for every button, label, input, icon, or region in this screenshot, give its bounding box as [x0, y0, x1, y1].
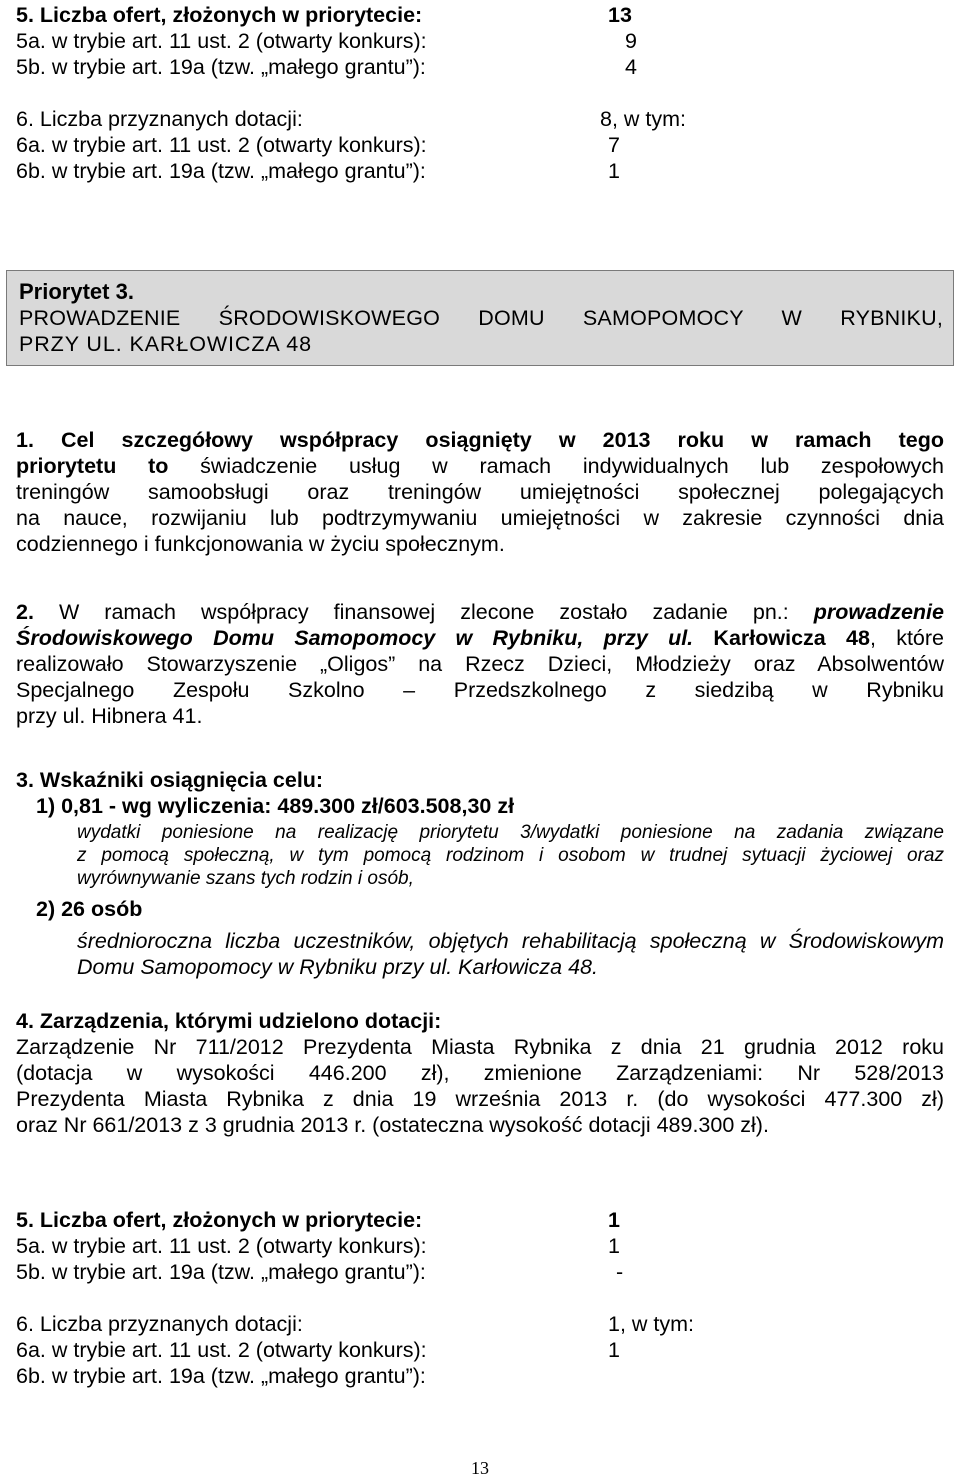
- offers-5a-label: 5a. w trybie art. 11 ust. 2 (otwarty konkurs):: [16, 29, 427, 53]
- priority-title: Priorytet 3.: [19, 279, 134, 304]
- grants-row: [16, 106, 944, 132]
- ordinances-section: [16, 1008, 944, 1138]
- goal-paragraph: [16, 427, 944, 557]
- offers-5a-label: 5a. w trybie art. 11 ust. 2 (otwarty konkurs):: [16, 1234, 427, 1258]
- grants-6a-label: 6a. w trybie art. 11 ust. 2 (otwarty konkurs):: [16, 1338, 427, 1362]
- indicator-desc-line: wydatki poniesione na realizację priorytetu 3/wydatki poniesione na zadania związane: [77, 822, 944, 843]
- goal-line-rest: świadczenie usług w ramach indywidualnych lub zespołowych: [168, 454, 944, 478]
- offers-label: 5. Liczba ofert, złożonych w priorytecie:: [16, 3, 423, 27]
- offers-5b-label: 5b. w trybie art. 19a (tzw. „małego grantu”):: [16, 55, 426, 79]
- goal-line: na nauce, rozwijaniu lub podtrzymywaniu umiejętności w zakresie czynności dnia: [16, 506, 944, 530]
- priority-header-box: [6, 270, 954, 366]
- offers-count-row: [16, 1207, 944, 1233]
- grants-6a-value: 1: [608, 1338, 620, 1362]
- offers-value: 13: [608, 3, 632, 27]
- task-title-part1: prowadzenie: [788, 600, 944, 624]
- offers-5a-value: 1: [608, 1234, 620, 1258]
- grants-6b-label: 6b. w trybie art. 19a (tzw. „małego grantu”):: [16, 159, 426, 183]
- offers-label: 5. Liczba ofert, złożonych w priorytecie:: [16, 1208, 423, 1232]
- indicator-item-2: 2) 26 osób: [36, 897, 143, 921]
- goal-bold-prefix: priorytetu to: [16, 454, 169, 478]
- task-title-part3: Karłowicza 48: [693, 626, 870, 650]
- task-line2: [16, 625, 944, 651]
- offers-5b-row: [16, 1259, 944, 1285]
- grants-label: 6. Liczba przyznanych dotacji:: [16, 1312, 303, 1336]
- offers-5b-row: [16, 54, 944, 80]
- offers-5a-row: [16, 1233, 944, 1259]
- task-number: 2.: [16, 600, 34, 624]
- goal-line: 1. Cel szczegółowy współpracy osiągnięty w 2013 roku w ramach tego: [16, 428, 944, 452]
- task-line4: Specjalnego Zespołu Szkolno – Przedszkolnego z siedzibą w Rybniku: [16, 678, 944, 702]
- indicators-section: [16, 767, 944, 980]
- offers-value: 1: [608, 1208, 620, 1232]
- indicator-desc-line: z pomocą społeczną, w tym pomocą rodzinom i osobom w trudnej sytuacji życiowej oraz: [77, 845, 944, 866]
- task-line3: realizowało Stowarzyszenie „Oligos” na Rzecz Dzieci, Młodzieży oraz Absolwentów: [16, 652, 944, 676]
- indicators-heading: 3. Wskaźniki osiągnięcia celu:: [16, 768, 324, 792]
- section-a-stats: [16, 2, 944, 184]
- grants-row: [16, 1311, 944, 1337]
- goal-line: [16, 453, 944, 479]
- task-intro: W ramach współpracy finansowej zlecone zostało zadanie pn.:: [33, 600, 789, 624]
- indicator-item-2-desc: [16, 928, 944, 980]
- offers-5b-label: 5b. w trybie art. 19a (tzw. „małego grantu”):: [16, 1260, 426, 1284]
- grants-6a-value: 7: [608, 133, 620, 157]
- task-paragraph: [16, 599, 944, 729]
- ordinance-line: Prezydenta Miasta Rybnika z dnia 19 września 2013 r. (do wysokości 477.300 zł): [16, 1087, 944, 1111]
- ordinance-line: Zarządzenie Nr 711/2012 Prezydenta Miasta Rybnika z dnia 21 grudnia 2012 roku: [16, 1035, 944, 1059]
- task-after-title: , które: [869, 626, 945, 650]
- grants-6a-row: [16, 1337, 944, 1363]
- ordinance-line: (dotacja w wysokości 446.200 zł), zmienione Zarządzeniami: Nr 528/2013: [16, 1061, 944, 1085]
- indicator-desc-line: średnioroczna liczba uczestników, objętych rehabilitacją społeczną w Środowiskowym: [77, 929, 944, 953]
- grants-value: 8, w tym:: [600, 107, 687, 131]
- indicator-desc-line: wyrównywanie szans tych rodzin i osób,: [77, 868, 414, 889]
- offers-count-row: [16, 2, 944, 28]
- grants-label: 6. Liczba przyznanych dotacji:: [16, 107, 303, 131]
- ordinance-line: oraz Nr 661/2013 z 3 grudnia 2013 r. (ostateczna wysokość dotacji 489.300 zł).: [16, 1113, 769, 1137]
- goal-line: treningów samoobsługi oraz treningów umiejętności społecznej polegających: [16, 480, 944, 504]
- section-b-stats: [16, 1207, 944, 1389]
- grants-6b-value: 1: [608, 159, 620, 183]
- task-line1: [16, 599, 944, 625]
- offers-5a-row: [16, 28, 944, 54]
- grants-6a-row: [16, 132, 944, 158]
- priority-name-line1: PROWADZENIE ŚRODOWISKOWEGO DOMU SAMOPOMOCY W RYBNIKU,: [19, 306, 943, 330]
- offers-5b-value: 4: [625, 55, 637, 79]
- page-number: 13: [471, 1458, 489, 1478]
- offers-5a-value: 9: [625, 29, 637, 53]
- grants-value: 1, w tym:: [608, 1312, 695, 1336]
- priority-name-line2: PRZY UL. KARŁOWICZA 48: [19, 332, 313, 356]
- goal-line: codziennego i funkcjonowania w życiu społecznym.: [16, 532, 505, 556]
- task-title-part2: Środowiskowego Domu Samopomocy w Rybniku, przy ul.: [16, 626, 694, 650]
- ordinances-heading: 4. Zarządzenia, którymi udzielono dotacji:: [16, 1009, 442, 1033]
- task-line5: przy ul. Hibnera 41.: [16, 704, 203, 728]
- grants-6b-row: [16, 158, 944, 184]
- indicator-item-1: 1) 0,81 - wg wyliczenia: 489.300 zł/603.508,30 zł: [36, 794, 515, 818]
- offers-5b-value: -: [616, 1260, 624, 1284]
- indicator-item-1-desc: [16, 821, 944, 890]
- indicator-desc-line: Domu Samopomocy w Rybniku przy ul. Karłowicza 48.: [77, 955, 598, 979]
- grants-6b-row: [16, 1363, 944, 1389]
- grants-6a-label: 6a. w trybie art. 11 ust. 2 (otwarty konkurs):: [16, 133, 427, 157]
- grants-6b-label: 6b. w trybie art. 19a (tzw. „małego grantu”):: [16, 1364, 426, 1388]
